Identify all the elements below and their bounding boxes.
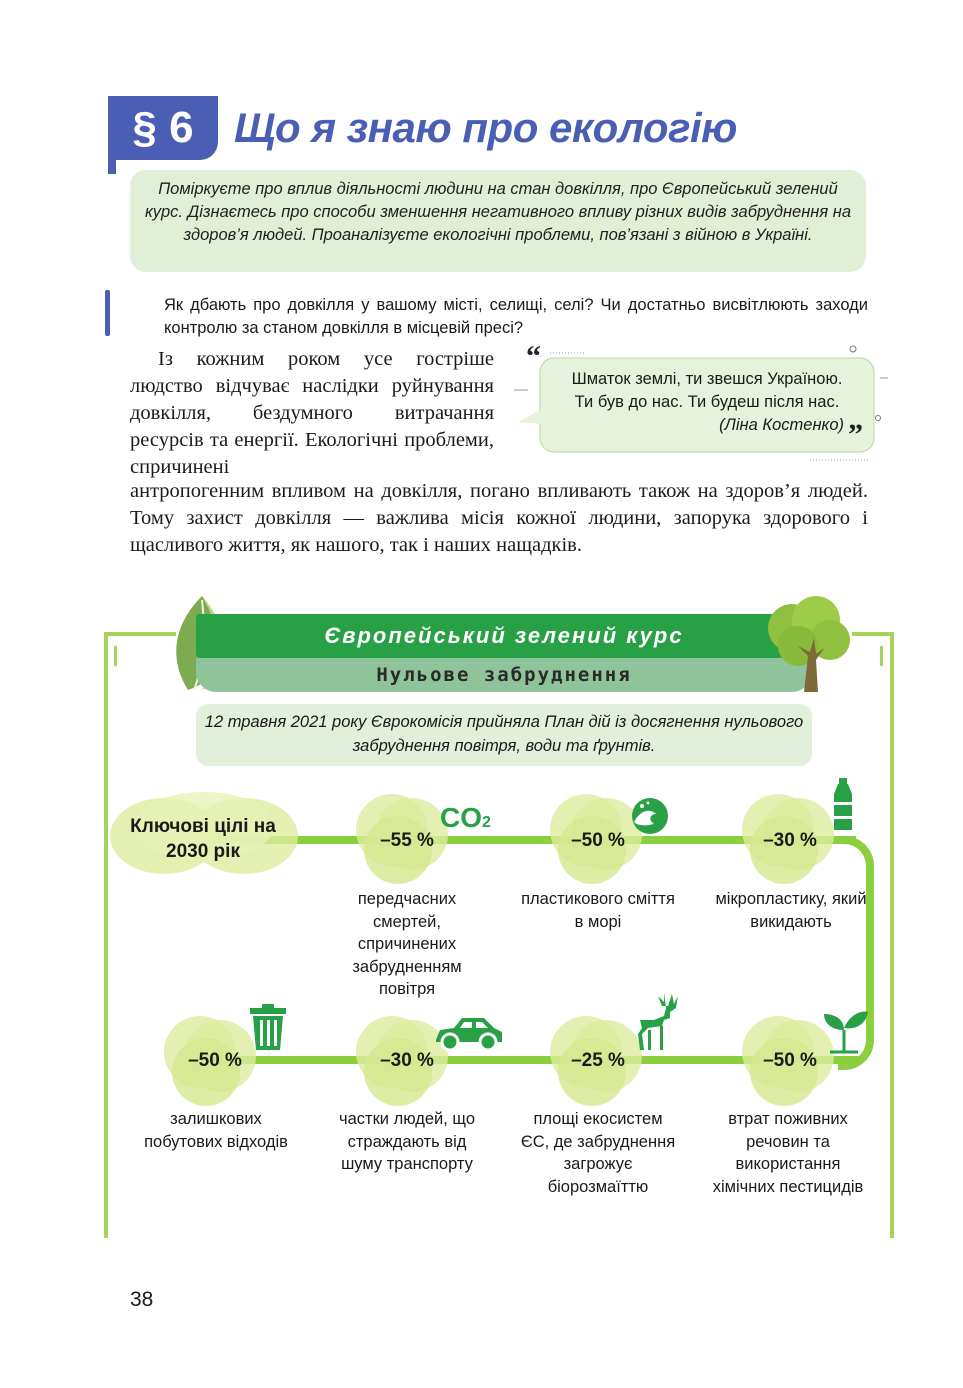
question-marker (105, 290, 110, 336)
page-title: Що я знаю про екологію (234, 104, 737, 151)
goal-value: –30 % (380, 1050, 434, 1071)
question-text: Як дбають про довкілля у вашому місті, селищі, селі? Чи достатньо висвітлюють заходи контролю за станом довкілля в місцевій пресі? (164, 296, 868, 337)
section-number: § 6 (132, 103, 194, 152)
goal-caption: втрат поживних речовин та використання хімічних пестицидів (712, 1110, 864, 1196)
quote (542, 368, 872, 437)
co2-subscript: 2 (482, 814, 491, 831)
goal-value: –50 % (188, 1050, 242, 1071)
quote-line-1: Шматок землі, ти звешся Україною. (571, 370, 843, 388)
goal-value: –25 % (571, 1050, 625, 1071)
body-paragraph-part-1: Із кожним роком усе гостріше людство відчуває наслідки руйнування довкілля, бездумного витрачання ресурсів та енергії. Екологічні проблеми, спричинені (130, 348, 494, 478)
goal-label: Ключові цілі на 2030 рік (130, 816, 276, 862)
info-text: 12 травня 2021 року Єврокомісія прийняла План дій із досягнення нульового забруднення повітря, води та ґрунтів. (204, 713, 804, 755)
frame-top-right (852, 632, 894, 636)
open-quote-icon: “ (526, 340, 541, 373)
quote-line-2: Ти був до нас. Ти будеш після нас. (574, 393, 840, 411)
goal-caption: площі екосистем ЄС, де забруднення загрожує біорозмаїттю (520, 1110, 676, 1196)
goal-caption: передчасних смертей, спричинених забрудненням повітря (352, 890, 462, 998)
goal-value: –50 % (571, 830, 625, 851)
frame-left-inner (114, 646, 117, 666)
goal-caption: пластикового сміття в морі (521, 890, 675, 931)
deer-icon (634, 990, 682, 1052)
body-paragraph-part-2: антропогенним впливом на довкілля, погано впливають також на здоров’я людей. Тому захист довкілля — важлива місія кожної людини, запорука здорового і щасливого життя, як нашого, так і наших нащадків. (130, 480, 868, 556)
banner-title: Європейський зелений курс (324, 623, 684, 648)
trash-icon (248, 1002, 288, 1052)
quote-author: (Ліна Костенко) (719, 416, 844, 434)
sub-banner-title: Нульове забруднення (376, 664, 632, 686)
close-quote-icon: ” (848, 418, 863, 451)
intro-text: Поміркуєте про вплив діяльності людини на стан довкілля, про Європейський зелений курс. Дізнаєтесь про способи зменшення негативного впливу різних видів забруднення на здоров’я людей. Проаналізуєте екологічні проблеми, пов’язані з війною в Україні. (144, 180, 852, 244)
goal-caption: мікропластику, який викидають (715, 890, 867, 931)
goal-caption: частки людей, що страждають від шуму транспорту (339, 1110, 475, 1173)
goal-value: –30 % (763, 830, 817, 851)
tree-icon (758, 594, 858, 694)
goal-value: –55 % (380, 830, 434, 851)
frame-right-inner (880, 646, 883, 666)
page-number: 38 (130, 1288, 154, 1311)
goal-caption: залишкових побутових відходів (144, 1110, 288, 1151)
co2-label: CO (440, 802, 482, 833)
goal-value: –50 % (763, 1050, 817, 1071)
frame-left (104, 632, 108, 1238)
frame-right (890, 632, 894, 1238)
